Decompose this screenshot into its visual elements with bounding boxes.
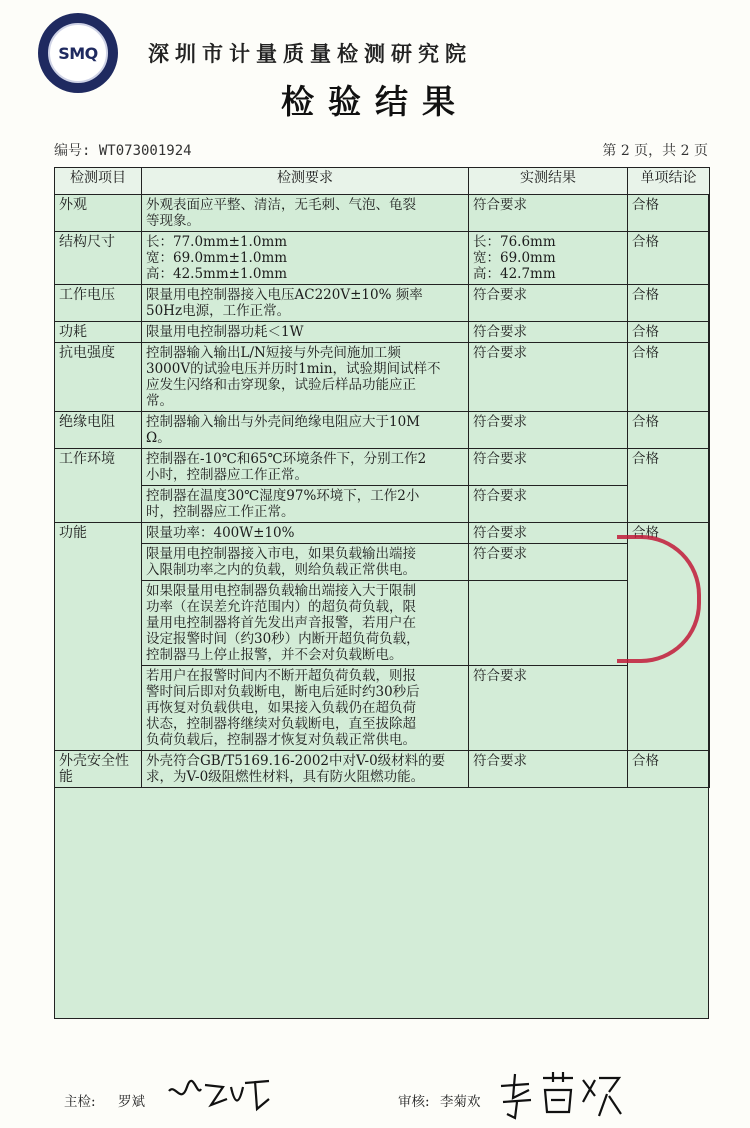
requirement-cell bbox=[142, 751, 469, 788]
result-cell bbox=[469, 195, 628, 232]
result-cell bbox=[469, 523, 628, 544]
requirement-line: 外壳符合GB/T5169.16-2002中对V-0级材料的要 bbox=[146, 753, 446, 769]
conclusion-cell: 合格 bbox=[628, 751, 710, 788]
test-item-line: 外壳安全性 bbox=[59, 753, 129, 769]
inspector-label: 主检: bbox=[64, 1094, 96, 1110]
result-cell bbox=[469, 412, 628, 449]
result-line: 符合要求 bbox=[473, 451, 527, 467]
requirement-cell bbox=[142, 285, 469, 322]
result-line: 符合要求 bbox=[473, 287, 527, 303]
requirement-line: 小时，控制器应工作正常。 bbox=[146, 467, 308, 483]
requirement-cell bbox=[142, 195, 469, 232]
requirement-line: 限量用电控制器接入市电，如果负载输出端接 bbox=[146, 546, 416, 562]
table-row bbox=[55, 666, 710, 751]
requirement-line: 时，控制器应工作正常。 bbox=[146, 504, 295, 520]
table-header-row bbox=[55, 168, 710, 195]
table-row bbox=[55, 285, 710, 322]
test-item-line: 能 bbox=[59, 769, 73, 785]
requirement-cell bbox=[142, 412, 469, 449]
result-line: 符合要求 bbox=[473, 546, 527, 562]
smq-logo-text: SMQ bbox=[58, 43, 98, 63]
table-row bbox=[55, 195, 710, 232]
requirement-line: 限量功率：400W±10% bbox=[146, 525, 295, 541]
result-line: 高：42.7mm bbox=[473, 266, 556, 282]
requirement-line: 负荷负载后，控制器才恢复对负载正常供电。 bbox=[146, 732, 416, 748]
requirement-line: 入限制功率之内的负载，则给负载正常供电。 bbox=[146, 562, 416, 578]
result-cell bbox=[469, 486, 628, 523]
result-cell bbox=[469, 322, 628, 343]
requirement-line: 再恢复对负载供电，如果接入负载仍在超负荷 bbox=[146, 700, 416, 716]
table-row bbox=[55, 523, 710, 544]
requirement-line: 常。 bbox=[146, 393, 173, 409]
result-line: 宽：69.0mm bbox=[473, 250, 556, 266]
requirement-line: 如果限量用电控制器负载输出端接入大于限制 bbox=[146, 583, 416, 599]
result-cell bbox=[469, 544, 628, 581]
smq-logo-center bbox=[48, 23, 108, 83]
result-line: 符合要求 bbox=[473, 414, 527, 430]
requirement-line: 功率（在误差允许范围内）的超负荷负载，限 bbox=[146, 599, 416, 615]
table-row bbox=[55, 343, 710, 412]
table-row bbox=[55, 322, 710, 343]
results-table bbox=[54, 167, 710, 788]
result-line: 符合要求 bbox=[473, 668, 527, 684]
column-header-item: 检测项目 bbox=[55, 168, 142, 195]
test-item-cell: 抗电强度 bbox=[55, 343, 142, 412]
test-item-cell: 功耗 bbox=[55, 322, 142, 343]
table-row bbox=[55, 412, 710, 449]
requirement-cell bbox=[142, 343, 469, 412]
column-header-requirement: 检测要求 bbox=[142, 168, 469, 195]
requirement-line: 量用电控制器将首先发出声音报警，若用户在 bbox=[146, 615, 416, 631]
table-row bbox=[55, 486, 710, 523]
test-item-cell: 工作电压 bbox=[55, 285, 142, 322]
result-cell bbox=[469, 666, 628, 751]
conclusion-cell: 合格 bbox=[628, 322, 710, 343]
result-line: 符合要求 bbox=[473, 345, 527, 361]
reviewer-name: 李菊欢 bbox=[440, 1094, 481, 1110]
requirement-line: 50Hz电源，工作正常。 bbox=[146, 303, 291, 319]
result-cell bbox=[469, 343, 628, 412]
reviewer-label: 审核: bbox=[398, 1094, 430, 1110]
requirement-line: 高：42.5mm±1.0mm bbox=[146, 266, 288, 282]
page-title: 检验结果 bbox=[281, 82, 469, 121]
test-item-cell bbox=[55, 751, 142, 788]
requirement-line: 控制器在温度30℃湿度97%环境下，工作2小 bbox=[146, 488, 420, 504]
requirement-line: 限量用电控制器功耗＜1W bbox=[146, 324, 304, 340]
conclusion-cell: 合格 bbox=[628, 449, 710, 523]
result-line: 符合要求 bbox=[473, 753, 527, 769]
result-line: 符合要求 bbox=[473, 324, 527, 340]
requirement-line: Ω。 bbox=[146, 430, 171, 446]
test-item-cell: 绝缘电阻 bbox=[55, 412, 142, 449]
institution-name: 深圳市计量质量检测研究院 bbox=[148, 41, 472, 66]
requirement-line: 长：77.0mm±1.0mm bbox=[146, 234, 288, 250]
requirement-line: 状态，控制器将继续对负载断电，直至拔除超 bbox=[146, 716, 416, 732]
conclusion-cell: 合格 bbox=[628, 195, 710, 232]
inspector-signature bbox=[165, 1075, 275, 1120]
page-number: 第 2 页，共 2 页 bbox=[602, 143, 708, 159]
requirement-cell bbox=[142, 322, 469, 343]
inspector-name: 罗斌 bbox=[118, 1094, 145, 1110]
table-row bbox=[55, 751, 710, 788]
result-cell bbox=[469, 232, 628, 285]
requirement-line: 求，为V-0级阻燃性材料，具有防火阻燃功能。 bbox=[146, 769, 425, 785]
test-item-cell: 外观 bbox=[55, 195, 142, 232]
requirement-cell bbox=[142, 666, 469, 751]
requirement-cell bbox=[142, 486, 469, 523]
table-row bbox=[55, 581, 710, 666]
table-body bbox=[55, 195, 710, 788]
test-item-cell: 结构尺寸 bbox=[55, 232, 142, 285]
test-item-cell: 功能 bbox=[55, 523, 142, 751]
result-cell bbox=[469, 449, 628, 486]
result-cell bbox=[469, 285, 628, 322]
requirement-line: 外观表面应平整、清洁，无毛刺、气泡、龟裂 bbox=[146, 197, 416, 213]
result-line: 符合要求 bbox=[473, 197, 527, 213]
requirement-cell bbox=[142, 544, 469, 581]
requirement-cell bbox=[142, 523, 469, 544]
conclusion-cell: 合格 bbox=[628, 523, 710, 751]
requirement-line: 宽：69.0mm±1.0mm bbox=[146, 250, 288, 266]
column-header-conclusion: 单项结论 bbox=[628, 168, 710, 195]
table-row bbox=[55, 232, 710, 285]
table-row bbox=[55, 544, 710, 581]
reviewer-signature bbox=[495, 1068, 625, 1123]
conclusion-cell: 合格 bbox=[628, 412, 710, 449]
requirement-cell bbox=[142, 581, 469, 666]
requirement-line: 警时间后即对负载断电，断电后延时约30秒后 bbox=[146, 684, 420, 700]
requirement-line: 若用户在报警时间内不断开超负荷负载，则报 bbox=[146, 668, 416, 684]
requirement-line: 控制器输入输出L/N短接与外壳间施加工频 bbox=[146, 345, 401, 361]
conclusion-cell: 合格 bbox=[628, 343, 710, 412]
requirement-line: 3000V的试验电压并历时1min，试验期间试样不 bbox=[146, 361, 441, 377]
requirement-line: 控制器马上停止报警，并不会对负载断电。 bbox=[146, 647, 403, 663]
table-row bbox=[55, 449, 710, 486]
requirement-line: 控制器输入输出与外壳间绝缘电阻应大于10M bbox=[146, 414, 421, 430]
requirement-cell bbox=[142, 232, 469, 285]
column-header-result: 实测结果 bbox=[469, 168, 628, 195]
requirement-line: 设定报警时间（约30秒）内断开超负荷负载， bbox=[146, 631, 420, 647]
result-cell bbox=[469, 581, 628, 666]
result-cell bbox=[469, 751, 628, 788]
result-line: 符合要求 bbox=[473, 488, 527, 504]
report-number: 编号: WT073001924 bbox=[54, 143, 192, 159]
requirement-line: 控制器在-10℃和65℃环境条件下，分别工作2 bbox=[146, 451, 427, 467]
conclusion-cell: 合格 bbox=[628, 285, 710, 322]
requirement-cell bbox=[142, 449, 469, 486]
test-item-cell: 工作环境 bbox=[55, 449, 142, 523]
requirement-line: 限量用电控制器接入电压AC220V±10% 频率 bbox=[146, 287, 423, 303]
requirement-line: 应发生闪络和击穿现象，试验后样品功能应正 bbox=[146, 377, 416, 393]
conclusion-cell: 合格 bbox=[628, 232, 710, 285]
requirement-line: 等现象。 bbox=[146, 213, 200, 229]
result-line: 长：76.6mm bbox=[473, 234, 556, 250]
result-line: 符合要求 bbox=[473, 525, 527, 541]
